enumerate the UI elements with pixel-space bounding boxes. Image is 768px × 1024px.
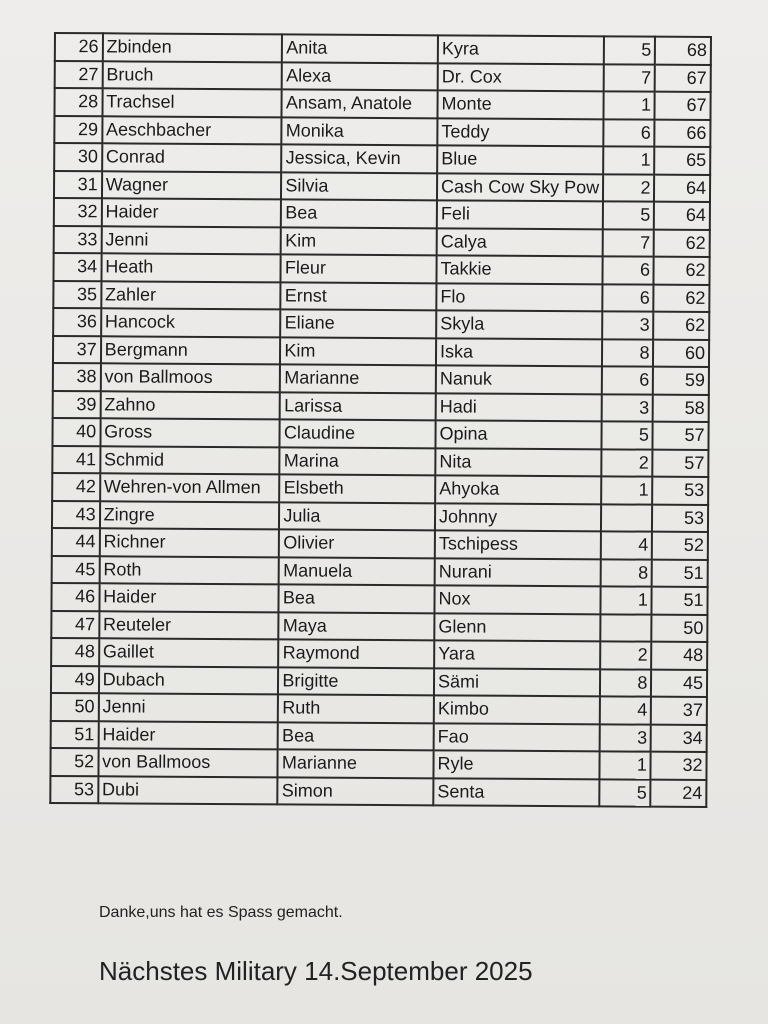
table-row [53,308,709,340]
horse-name-cell: Fao [434,723,600,752]
last-name-cell: Dubach [99,666,279,695]
first-name-cell: Elsbeth [280,474,436,502]
number-cell: 8 [600,669,652,697]
points-cell: 68 [655,37,711,65]
number-cell: 3 [600,724,652,752]
number-cell: 6 [602,366,654,394]
number-cell: 3 [602,394,654,422]
table-row [54,116,710,148]
points-cell: 53 [652,504,708,532]
last-name-cell: Zahler [101,281,281,310]
rank-cell: 46 [51,583,99,611]
first-name-cell: Bea [278,722,434,750]
first-name-cell: Manuela [279,557,435,585]
table-row [55,33,711,65]
last-name-cell: von Ballmoos [100,363,280,392]
last-name-cell: Richner [99,528,279,557]
number-cell: 5 [604,36,656,64]
points-cell: 64 [654,174,710,202]
horse-name-cell: Opina [435,420,601,449]
horse-name-cell: Cash Cow Sky Pow [437,173,603,202]
horse-name-cell: Nurani [435,558,601,587]
number-cell: 3 [602,311,654,339]
table-row [53,281,709,313]
rank-cell: 42 [52,473,100,501]
rank-cell: 51 [51,720,99,748]
points-cell: 67 [655,92,711,120]
last-name-cell: Wehren-von Allmen [100,473,280,502]
number-cell: 2 [600,641,652,669]
table-row [54,171,710,203]
points-cell: 65 [655,147,711,175]
horse-name-cell: Johnny [435,503,601,532]
points-cell: 62 [654,312,710,340]
rank-cell: 32 [54,198,102,226]
last-name-cell: Wagner [102,171,282,200]
points-cell: 62 [654,257,710,285]
number-cell [600,614,652,642]
table-row [51,638,707,670]
horse-name-cell: Ahyoka [435,475,601,504]
table-row [54,88,710,120]
first-name-cell: Ernst [281,282,437,310]
first-name-cell: Bea [281,199,437,227]
horse-name-cell: Hadi [436,393,602,422]
horse-name-cell: Feli [437,200,603,229]
points-cell: 24 [651,779,707,807]
rank-cell: 37 [53,336,101,364]
thanks-note: Danke,uns hat es Spass gemacht. [99,904,343,921]
rank-cell: 39 [53,390,101,418]
rank-cell: 33 [54,226,102,254]
number-cell: 6 [603,119,655,147]
last-name-cell: Heath [101,253,281,282]
number-cell: 8 [602,339,654,367]
table-row [51,610,707,642]
rank-cell: 36 [53,308,101,336]
points-cell: 62 [654,284,710,312]
rank-cell: 49 [51,665,99,693]
rank-cell: 30 [54,143,102,171]
horse-name-cell: Dr. Cox [438,63,604,92]
last-name-cell: Zahno [100,391,280,420]
first-name-cell: Silvia [281,172,437,200]
rank-cell: 52 [50,748,98,776]
last-name-cell: von Ballmoos [98,748,278,777]
first-name-cell: Marianne [280,364,436,392]
number-cell: 1 [603,146,655,174]
number-cell: 7 [603,229,655,257]
table-row [53,390,709,422]
rank-cell: 41 [52,445,100,473]
last-name-cell: Aeschbacher [102,116,282,145]
horse-name-cell: Teddy [437,118,603,147]
points-cell: 53 [653,477,709,505]
last-name-cell: Zbinden [102,33,282,62]
first-name-cell: Alexa [282,62,438,90]
table-row [50,775,706,807]
rank-cell: 50 [51,693,99,721]
horse-name-cell: Kimbo [434,695,600,724]
rank-cell: 35 [53,281,101,309]
last-name-cell: Roth [99,556,279,585]
first-name-cell: Larissa [280,392,436,420]
first-name-cell: Simon [278,777,434,805]
rank-cell: 28 [54,88,102,116]
points-cell: 67 [655,64,711,92]
first-name-cell: Ansam, Anatole [282,89,438,117]
first-name-cell: Ruth [278,694,434,722]
horse-name-cell: Skyla [436,310,602,339]
points-cell: 62 [654,229,710,257]
horse-name-cell: Ryle [433,750,599,779]
first-name-cell: Maya [279,612,435,640]
rank-cell: 48 [51,638,99,666]
horse-name-cell: Blue [437,145,603,174]
horse-name-cell: Nita [435,448,601,477]
number-cell: 1 [601,476,653,504]
rank-cell: 34 [53,253,101,281]
number-cell: 1 [603,91,655,119]
points-cell: 52 [652,532,708,560]
number-cell: 7 [604,64,656,92]
horse-name-cell: Yara [434,640,600,669]
last-name-cell: Bruch [102,61,282,90]
horse-name-cell: Senta [433,778,599,807]
table-row [54,198,710,230]
table-row [52,445,708,477]
first-name-cell: Marina [280,447,436,475]
rank-cell: 53 [50,775,98,803]
rank-cell: 47 [51,610,99,638]
horse-name-cell: Monte [437,90,603,119]
number-cell: 6 [602,256,654,284]
number-cell: 2 [603,174,655,202]
last-name-cell: Schmid [100,446,280,475]
rank-cell: 31 [54,171,102,199]
number-cell: 4 [600,696,652,724]
number-cell: 4 [601,531,653,559]
table-row [52,500,708,532]
horse-name-cell: Kyra [438,35,604,64]
first-name-cell: Eliane [281,309,437,337]
horse-name-cell: Nanuk [436,365,602,394]
table-row [51,665,707,697]
first-name-cell: Kim [280,337,436,365]
points-cell: 32 [651,752,707,780]
table-row [51,693,707,725]
table-row [55,61,711,93]
points-cell: 66 [655,119,711,147]
horse-name-cell: Calya [437,228,603,257]
number-cell: 5 [601,421,653,449]
first-name-cell: Marianne [278,749,434,777]
last-name-cell: Reuteler [99,611,279,640]
first-name-cell: Anita [282,34,438,62]
last-name-cell: Dubi [98,776,278,805]
horse-name-cell: Takkie [436,255,602,284]
horse-name-cell: Sämi [434,668,600,697]
last-name-cell: Hancock [101,308,281,337]
results-table [49,32,712,808]
last-name-cell: Trachsel [102,88,282,117]
table-row [54,226,710,258]
rank-cell: 29 [54,116,102,144]
rank-cell: 43 [52,500,100,528]
points-cell: 51 [652,587,708,615]
first-name-cell: Kim [281,227,437,255]
first-name-cell: Bea [279,584,435,612]
points-cell: 45 [651,669,707,697]
first-name-cell: Claudine [280,419,436,447]
rank-cell: 38 [53,363,101,391]
points-cell: 58 [653,394,709,422]
first-name-cell: Julia [279,502,435,530]
last-name-cell: Jenni [98,693,278,722]
results-table-body [50,33,711,807]
table-row [52,418,708,450]
rank-cell: 45 [52,555,100,583]
first-name-cell: Brigitte [278,667,434,695]
table-row [51,720,707,752]
table-row [52,528,708,560]
last-name-cell: Bergmann [101,336,281,365]
last-name-cell: Haider [101,198,281,227]
table-row [51,583,707,615]
last-name-cell: Gross [100,418,280,447]
points-cell: 60 [653,339,709,367]
table-row [52,555,708,587]
table-row [52,473,708,505]
points-cell: 48 [652,642,708,670]
rank-cell: 40 [52,418,100,446]
points-cell: 34 [651,724,707,752]
number-cell: 1 [599,751,651,779]
first-name-cell: Jessica, Kevin [282,144,438,172]
points-cell: 64 [654,202,710,230]
number-cell: 6 [602,284,654,312]
number-cell [601,504,653,532]
points-cell: 50 [652,614,708,642]
next-event-announcement: Nächstes Military 14.September 2025 [99,956,533,986]
last-name-cell: Haider [99,583,279,612]
horse-name-cell: Flo [436,283,602,312]
number-cell: 8 [601,559,653,587]
first-name-cell: Monika [282,117,438,145]
table-row [53,363,709,395]
last-name-cell: Conrad [102,143,282,172]
table-row [50,748,706,780]
horse-name-cell: Iska [436,338,602,367]
number-cell: 5 [603,201,655,229]
rank-cell: 27 [55,61,103,89]
first-name-cell: Fleur [281,254,437,282]
points-cell: 59 [653,367,709,395]
last-name-cell: Haider [98,721,278,750]
table-row [53,336,709,368]
points-cell: 37 [651,697,707,725]
first-name-cell: Olivier [279,529,435,557]
points-cell: 57 [653,449,709,477]
horse-name-cell: Tschipess [435,530,601,559]
last-name-cell: Zingre [100,501,280,530]
table-row [54,143,710,175]
last-name-cell: Jenni [101,226,281,255]
number-cell: 1 [600,586,652,614]
rank-cell: 44 [52,528,100,556]
table-row [53,253,709,285]
points-cell: 57 [653,422,709,450]
horse-name-cell: Glenn [434,613,600,642]
number-cell: 2 [601,449,653,477]
number-cell: 5 [599,779,651,807]
rank-cell: 26 [55,33,103,61]
horse-name-cell: Nox [434,585,600,614]
first-name-cell: Raymond [279,639,435,667]
last-name-cell: Gaillet [99,638,279,667]
points-cell: 51 [652,559,708,587]
